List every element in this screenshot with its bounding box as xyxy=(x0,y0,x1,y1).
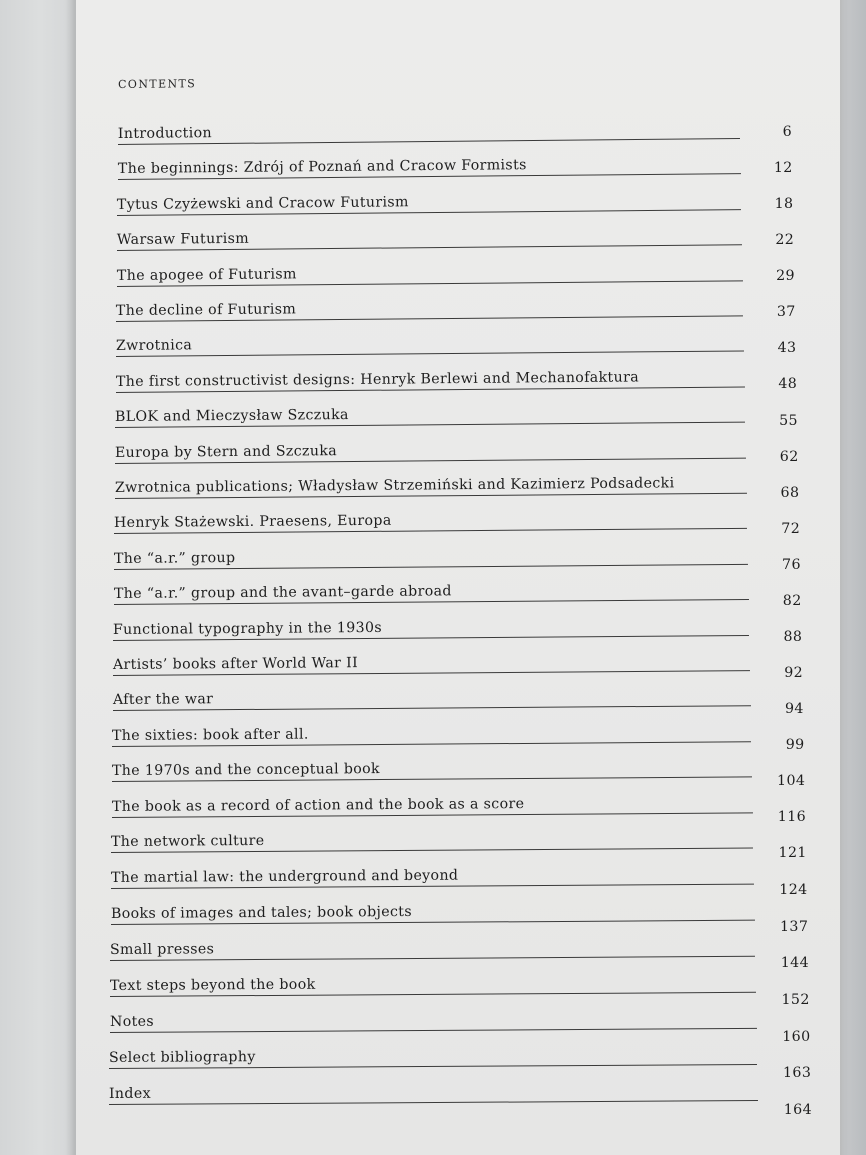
toc-entry xyxy=(114,531,748,570)
toc-entry-page-number: 68 xyxy=(780,484,800,501)
toc-entry-page-number: 116 xyxy=(777,809,807,826)
toc-entry-page-number: 12 xyxy=(773,160,793,177)
toc-entry-title: Select bibliography xyxy=(109,1049,257,1066)
toc-entry-title: Index xyxy=(108,1085,151,1102)
toc-entry-page-number: 48 xyxy=(778,376,798,393)
toc-entry-title: Europa by Stern and Szczuka xyxy=(114,442,338,461)
toc-entry xyxy=(112,673,750,712)
toc-entry-title: Introduction xyxy=(117,125,213,143)
toc-entry-page-number: 29 xyxy=(776,268,795,285)
toc-entry xyxy=(115,353,744,392)
toc-entry-title: The sixties: book after all. xyxy=(112,726,310,744)
contents-heading: CONTENTS xyxy=(118,77,197,91)
toc-entry-title: Functional typography in the 1930s xyxy=(113,619,383,638)
toc-entry xyxy=(113,637,750,676)
toc-entry-page-number: 144 xyxy=(780,955,810,972)
toc-entry-title: The first constructivist designs: Henryk Berlewi and Mechanofaktura xyxy=(115,369,639,390)
toc-entry-title: Books of images and tales; book objects xyxy=(110,903,412,923)
toc-entry-page-number: 62 xyxy=(779,448,799,465)
toc-entry xyxy=(118,105,740,145)
toc-entry-page-number: 164 xyxy=(783,1102,812,1118)
toc-entry xyxy=(111,851,754,889)
toc-entry-page-number: 137 xyxy=(780,918,809,935)
toc-entry-page-number: 152 xyxy=(781,992,810,1008)
toc-entry-title: Artists’ books after World War II xyxy=(112,655,359,674)
toc-entry-page-number: 22 xyxy=(775,232,795,249)
toc-entry-page-number: 82 xyxy=(782,592,802,609)
toc-entry xyxy=(115,424,746,463)
toc-entry-title: Text steps beyond the book xyxy=(109,976,316,995)
toc-entry-page-number: 72 xyxy=(781,520,801,537)
toc-entry xyxy=(112,708,751,747)
toc-entry-page-number: 88 xyxy=(783,628,803,645)
toc-entry xyxy=(109,995,756,1033)
toc-entry xyxy=(116,282,743,322)
toc-entry-page-number: 92 xyxy=(784,665,804,681)
toc-entry-title: Notes xyxy=(109,1013,154,1030)
toc-entry-title: Zwrotnica publications; Władysław Strzemiński and Kazimierz Podsadecki xyxy=(114,475,675,497)
toc-entry xyxy=(110,923,755,961)
toc-entry xyxy=(117,211,742,251)
toc-entry-title: The apogee of Futurism xyxy=(116,265,297,284)
toc-entry xyxy=(112,744,752,783)
toc-entry-page-number: 76 xyxy=(782,556,801,573)
toc-entry xyxy=(115,389,745,428)
toc-entry-title: The network culture xyxy=(111,832,265,851)
toc-entry-page-number: 99 xyxy=(785,737,805,754)
toc-entry xyxy=(117,140,740,180)
toc-entry xyxy=(113,602,749,641)
toc-entry-page-number: 104 xyxy=(777,773,806,790)
toc-entry xyxy=(110,887,754,925)
toc-entry-page-number: 163 xyxy=(782,1065,812,1082)
toc-entry-title: Small presses xyxy=(110,941,215,959)
toc-entry xyxy=(111,814,753,853)
toc-entry-title: Warsaw Futurism xyxy=(116,230,250,249)
toc-entry-page-number: 18 xyxy=(774,196,794,213)
toc-entry-title: The “a.r.” group xyxy=(113,549,236,567)
toc-entry xyxy=(116,318,744,358)
toc-entry-page-number: 160 xyxy=(782,1028,811,1045)
toc-entry-title: BLOK and Mieczysław Szczuka xyxy=(115,407,350,426)
toc-entry-page-number: 124 xyxy=(779,882,808,898)
toc-entry-title: Tytus Czyżewski and Cracow Futurism xyxy=(117,194,410,213)
toc-entry xyxy=(111,779,752,818)
toc-entry xyxy=(109,1067,758,1105)
toc-entry-page-number: 43 xyxy=(777,340,797,357)
toc-entry xyxy=(113,566,748,605)
toc-entry xyxy=(109,1031,757,1069)
toc-entry-title: After the war xyxy=(112,691,213,709)
toc-entry-title: The book as a record of action and the book as a score xyxy=(111,795,525,815)
toc-entry-title: The beginnings: Zdrój of Poznań and Cracow Formists xyxy=(117,157,527,178)
toc-entry xyxy=(117,176,741,216)
toc-entry-title: The “a.r.” group and the avant–garde abroad xyxy=(113,583,452,603)
toc-entry-title: The decline of Futurism xyxy=(116,301,297,320)
toc-entry xyxy=(116,247,742,287)
toc-entry-title: Zwrotnica xyxy=(115,337,193,355)
toc-entry-page-number: 55 xyxy=(779,412,798,429)
toc-entry xyxy=(114,495,747,534)
toc-entry-title: The 1970s and the conceptual book xyxy=(111,761,381,780)
toc-entry-page-number: 37 xyxy=(776,304,796,321)
toc-entry-page-number: 94 xyxy=(784,701,804,718)
toc-entry-title: Henryk Stażewski. Praesens, Europa xyxy=(114,513,392,532)
toc-entry-title: The martial law: the underground and beyond xyxy=(110,867,459,887)
toc-entry xyxy=(110,959,756,997)
toc-entry xyxy=(114,460,746,499)
toc-entry-page-number: 6 xyxy=(782,124,792,140)
toc-entry-page-number: 121 xyxy=(778,845,807,862)
toc-entry-rule xyxy=(109,1100,758,1105)
